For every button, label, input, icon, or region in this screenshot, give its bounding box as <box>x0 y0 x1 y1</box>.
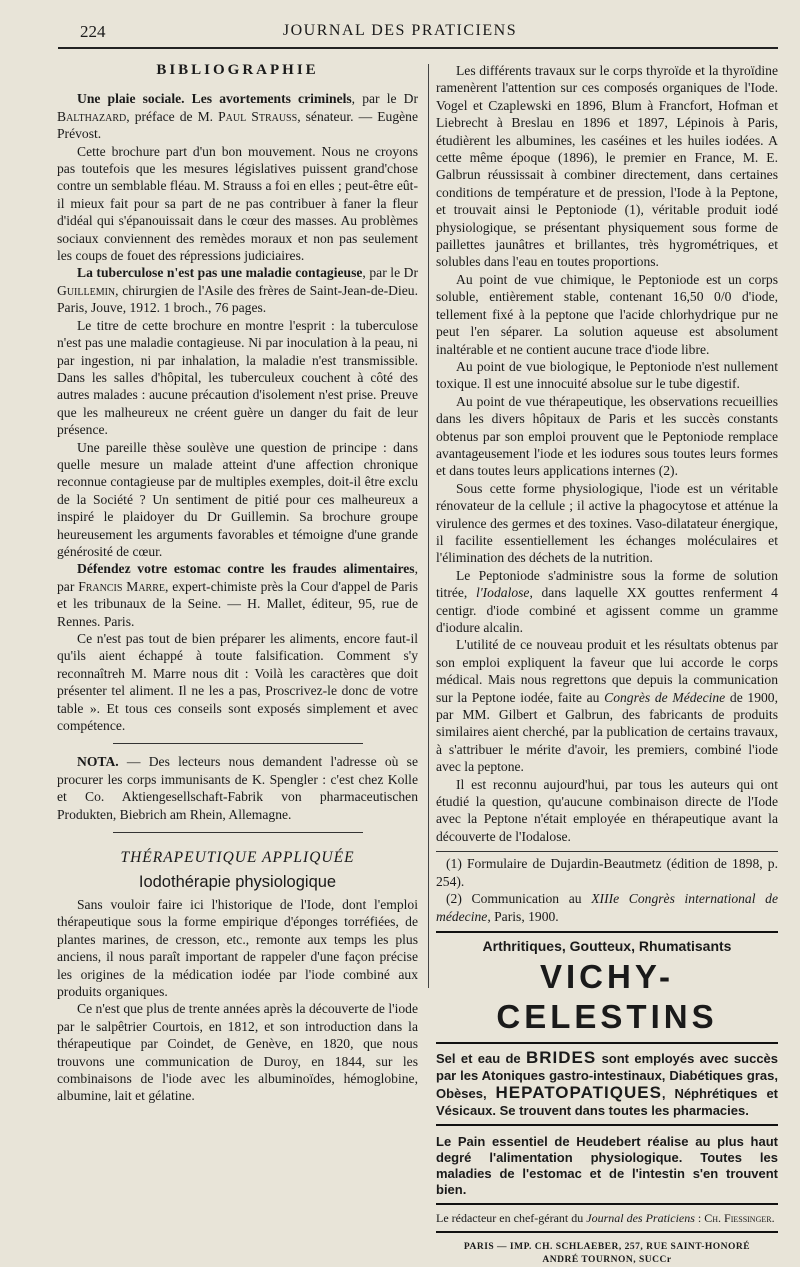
entry-3-citation <box>57 560 418 630</box>
entry-2-citation <box>57 264 418 316</box>
nota-text: — Des lecteurs nous demandent l'adresse où se procurer les corps immunisants de K. Spengler : c'est chez Kolle et Co. Aktiengesellschaft-Fabrik von pharmaceutischen Produkten, Biebrich am Rhein, Allemagne. <box>57 754 418 822</box>
ad-rule-3 <box>436 1124 778 1126</box>
therapeutique-p3: Les différents travaux sur le corps thyroïde et la thyroïdine ramenèrent l'attention sur ces composés organiques de l'Iode. Vogel et Czaplewski en 1896, Blum à Francfort, Hofman et Liebrecht à Breslau en 1896 et 1897, Lépinois à Paris, étudièrent les albumines, les caséines et les huiles iodées. A cette même époque (1896), le premier en France, M. E. Galbrun réussissait à combiner directement, dans certaines conditions de température et de pression, l'Iode à la Peptone, et trouvait ainsi le Peptoniode (1), véritable produit iodé physiologique, se présentant physiquement sous forme de paillettes jaunâtres et brillantes, très hygrométriques, et solubles dans l'eau en toutes proportions. <box>436 63 778 270</box>
entry-1-title: Une plaie sociale. Les avortements criminels <box>77 91 352 107</box>
therapeutique-p8 <box>436 567 778 637</box>
ad-heudebert: Le Pain essentiel de Heudebert réalise au plus haut degré l'alimentation physiologique. Toutes les maladies de l'estomac et de l'intestin s'en trouvent bien. <box>436 1134 778 1198</box>
fn2-b: XIIIe Congrès international de médecine <box>436 891 778 924</box>
ad-vichy-celestins: VICHY-CELESTINS <box>496 958 718 1036</box>
footer-rule <box>436 1231 778 1233</box>
imprint-line-1: PARIS — IMP. CH. SCHLAEBER, 257, RUE SAINT-HONORÉ <box>463 1242 751 1253</box>
right-column <box>436 62 778 1267</box>
entry-1-preface-author: Paul Strauss <box>218 108 298 124</box>
therapeutique-p1: Sans vouloir faire ici l'historique de l'Iode, dont l'emploi thérapeutique sous la forme empirique d'éponges torréfiées, de plantes marines, de cresson, etc., remonte aux temps les plus anciens, il nous paraît important de rappeler d'une façon précise les origines de la médication iodée par l'iode combiné aux produits organiques. <box>57 896 418 999</box>
therapeutique-p9 <box>436 636 778 775</box>
therapeutique-title: THÉRAPEUTIQUE APPLIQUÉE <box>120 849 355 867</box>
ad-rule-4 <box>436 1203 778 1205</box>
footnote-1: (1) Formulaire de Dujardin-Beautmetz (édition de 1898, p. 254). <box>436 856 778 889</box>
p8-iodalose: l'Iodalose <box>475 585 530 601</box>
entry-1-body: Cette brochure part d'un bon mouvement. Nous ne croyons pas toutefois que les mesures législatives puissent grand'chose contre un semblable fléau. M. Strauss a foi en elles ; peut-être eût-il mieux fait pour sa part de ne pas contribuer à faner la fleur d'idéal qui s'épanouissait dans le cœur des masses. Au problèmes sociaux conviennent des remèdes moraux et non pas seulement les coups de fouet des répressions judiciaires. <box>57 143 418 264</box>
bibliographie-title: BIBLIOGRAPHIE <box>156 62 319 78</box>
running-title: JOURNAL DES PRATICIENS <box>282 22 518 39</box>
p8-c: , dans laquelle XX gouttes renferment 4 centigr. d'iode combiné et agissent comme un gramme d'iodure alcalin. <box>436 585 778 635</box>
gerant-b: Journal des Praticiens <box>586 1211 695 1226</box>
advertisements <box>436 931 778 1205</box>
section-rule-2 <box>113 832 363 833</box>
p9-a: L'utilité de ce nouveau produit et les résultats obtenus par son emploi expliquent la faveur que lui accorde le corps médical. Mais nous regrettons que depuis la communication sur la Peptone iodée, faite au <box>436 637 778 705</box>
entry-2-body-1: Le titre de cette brochure en montre l'esprit : la tuberculose n'est pas une maladie contagieuse. Ni par inoculation à la peau, ni par ingestion, ni par inhalation, la maladie n'est transmissible. Dans les salles d'hôpital, les tuberculeux couchent à côté des autres malades : aucune précaution d'isolement n'est prise. Preuve que les malheureux ne créent guère un danger du fait de leur présence. <box>57 317 418 438</box>
iodotherapie-title: Iodothérapie physiologique <box>138 873 337 892</box>
page-header <box>0 22 800 44</box>
p8-a: Le Peptoniode s'administre sous la forme de solution titrée, <box>436 567 778 601</box>
brides-d: HEPATOPATIQUES <box>495 1083 662 1103</box>
entry-3-by: , par <box>57 561 418 594</box>
therapeutique-p2: Ce n'est que plus de trente années après la découverte de l'iode par le salpêtrier Courtois, en 1812, et son introduction dans la thérapeutique par Coindet, de Genève, en 1820, que nous trouvons une communication de Duroy, en 1844, sur les combinaisons de l'iode avec les albuminoïdes, hémoglobine, albumine, lait et gélatine. <box>57 1001 418 1104</box>
entry-2-body-2: Une pareille thèse soulève une question de principe : dans quelle mesure un malade atteint d'une affection chronique reconnue contagieuse par de multiples exemples, doit-il être exclu de la Société ? Un sentiment de pitié pour ces malheureux a inspiré le plaidoyer du Dr Guillemin. Sa brochure groupe heureusement les arguments favorables et témoigne d'une grande générosité de cœur. <box>57 439 418 559</box>
entry-3-title: Défendez votre estomac contre les fraudes alimentaires <box>77 561 415 577</box>
nota-paragraph <box>57 753 418 823</box>
page-number: 224 <box>80 22 106 41</box>
header-rule <box>58 47 778 49</box>
section-rule <box>113 743 363 744</box>
entry-3-body: Ce n'est pas tout de bien préparer les aliments, encore faut-il qu'ils aient échappé à toute falsification. Comment s'y reconnaîtreh M. Marre nous dit : Voilà les caractères que doit présenter tel aliment. Il ne les a pas, Proscrivez-le donc de votre table ». Et tous ces conseils sont exposés simplement et avec compétence. <box>57 631 418 734</box>
entry-3-author: Francis Marre <box>78 578 165 594</box>
left-column <box>57 62 418 1105</box>
fn2-c: , Paris, 1900. <box>487 908 559 924</box>
therapeutique-p6: Au point de vue thérapeutique, les observations recueillies dans les divers hôpitaux de Paris et les succès constants obtenus par son emploi prouvent que le Peptoniode remplace avantageusement l'iode et les iodures sous toutes leurs formes et dans toutes leurs applications internes (2). <box>436 393 778 479</box>
entry-1-preface-prefix: , préface de M. <box>126 108 219 124</box>
brides-a: Sel et eau de <box>436 1051 526 1067</box>
footnote-2 <box>436 890 778 925</box>
entry-1-author: Balthazard <box>57 108 127 124</box>
entry-3-rest: , expert-chimiste près la Cour d'appel de Paris et les tribunaux de la Seine. — H. Mallet, éditeur, 95, rue de Rennes. Paris. <box>57 578 419 629</box>
therapeutique-p10: Il est reconnu aujourd'hui, par tous les auteurs qui ont étudié la question, qu'aucune combinaison directe de l'Iode avec la Peptone n'était employée en thérapeutique avant la découverte de l'Iodalose. <box>436 776 778 844</box>
ad-brides <box>436 1049 778 1119</box>
nota-label: NOTA. <box>77 754 119 770</box>
ad-rule-2 <box>436 1042 778 1044</box>
ad-rule-1 <box>436 931 778 933</box>
imprint <box>436 1241 778 1267</box>
footnotes <box>436 851 778 925</box>
gerant-a: Le rédacteur en chef-gérant du <box>436 1211 587 1226</box>
entry-2-author: Guillemin <box>57 282 116 298</box>
p9-c: de 1900, par MM. Gilbert et Galbrun, des fabricants de produits similaires aient cherché, par la publication de certains travaux, à s'attribuer le mérite d'avoir, les premiers, combiné l'iode avec la peptone. <box>436 689 778 775</box>
brides-c: sont employés avec succès par les Atoniques gastro-intestinaux, Diabétiques gras, Obèses, <box>436 1051 779 1102</box>
entry-1-citation <box>57 90 418 142</box>
entry-2-by: , par le Dr <box>362 265 418 281</box>
therapeutique-p5: Au point de vue biologique, le Peptoniode n'est nullement toxique. Il est une innocuité absolue sur le tube digestif. <box>436 358 778 392</box>
gerant-line <box>436 1210 778 1226</box>
ad-arthritiques: Arthritiques, Goutteux, Rhumatisants <box>482 937 732 954</box>
therapeutique-p4: Au point de vue chimique, le Peptoniode est un corps soluble, entièrement stable, contenant 16,50 0/0 d'iode, tellement fixé à la peptone que l'acide chlorhydrique pur ne peut l'en séparer. La solution aqueuse est absolument inaltérable et ne contient aucune trace d'iode libre. <box>436 271 778 357</box>
entry-1-by: , par le Dr <box>351 91 418 107</box>
column-divider <box>428 64 429 988</box>
therapeutique-p7: Sous cette forme physiologique, l'iode est un véritable rénovateur de la cellule ; il active la phagocytose et atténue la virulence des germes et des toxines. Vaso-dilatateur énergique, il facilite essentiellement les échanges moléculaires et l'élimination des déchets de la nutrition. <box>436 480 778 566</box>
p9-congres: Congrès de Médecine <box>604 689 726 705</box>
entry-2-rest: , chirurgien de l'Asile des frères de Saint-Jean-de-Dieu. Paris, Jouve, 1912. 1 broch., 76 pages. <box>57 282 418 316</box>
gerant-c: : Ch. Fiessinger. <box>694 1211 775 1226</box>
imprint-line-2: ANDRÉ TOURNON, SUCCr <box>542 1255 672 1266</box>
entry-1-rest: , sénateur. — Eugène Prévost. <box>57 108 418 142</box>
entry-2-title: La tuberculose n'est pas une maladie contagieuse <box>77 265 363 281</box>
brides-b: BRIDES <box>526 1048 597 1068</box>
brides-e: , Néphrétiques et Vésicaux. Se trouvent dans toutes les pharmacies. <box>436 1086 778 1119</box>
fn2-a: (2) Communication au <box>446 891 592 907</box>
